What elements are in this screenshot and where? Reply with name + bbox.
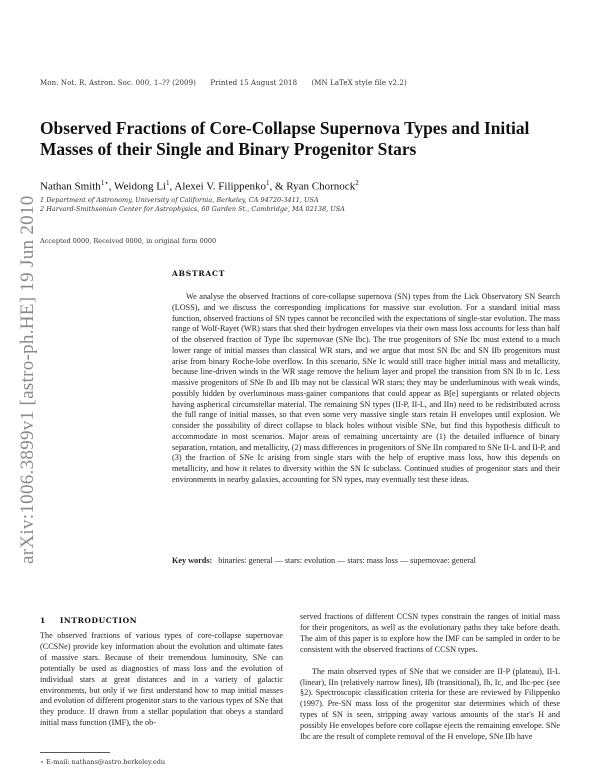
section-title: INTRODUCTION bbox=[59, 616, 138, 625]
author-mark: 1⋆ bbox=[100, 179, 109, 187]
arxiv-stamp: arXiv:1006.3899v1 [astro-ph.HE] 19 Jun 2010 bbox=[17, 195, 38, 564]
keywords-label: Key words: bbox=[172, 556, 213, 565]
section-heading bbox=[40, 616, 137, 625]
affiliation: 1 Department of Astronomy, University of California, Berkeley, CA 94720-3411, USA bbox=[40, 196, 319, 204]
abstract-text: We analyse the observed fractions of core-collapse supernova (SN) types from the Lick Observatory SN Search (LOSS), and we discuss the corresponding implications for massive star evolution. For a standard initial mass function, observed fractions of SN types cannot be reconciled with the expectations of single-star evolution. The mass range of Wolf-Rayet (WR) stars that shed their hydrogen envelopes via their own mass loss accounts for less than half of the observed fraction of Type Ibc supernovae (SNe Ibc). The true progenitors of SNe Ibc must extend to a much lower range of initial masses than classical WR stars, and we argue that most SN Ibc and SN IIb progenitors must arise from binary Roche-lobe overflow. In this scenario, SNe Ic would still trace higher initial mass and metallicity, because line-driven winds in the WR stage remove the helium layer and propel the transition from SN Ib to Ic. Less massive progenitors of SNe Ib and IIb may not be classical WR stars; they may be underluminous with weak winds, possibly hidden by overluminous mass-gainer companions that could appear as B[e] supergiants or related objects having aspherical circumstellar material. The remaining SN types (II-P, II-L, and IIn) need to be redistributed across the full range of initial masses, so that even some very massive single stars retain H envelopes until explosion. We consider the possibility of direct collapse to black holes without visible SNe, but find this hypothesis difficult to accommodate in most scenarios. Major areas of remaining uncertainty are (1) the detailed influence of binary separation, rotation, and metallicity, (2) mass differences in progenitors of SNe IIn compared to SNe II-L and II-P, and (3) the fraction of SNe Ic arising from single stars with the help of eruptive mass loss, how this depends on metallicity, and how it relates to diversity within the SN Ic subclass. Continued studies of progenitor stars and their environments in nearby galaxies, accounting for SN types, may eventually test these ideas. bbox=[172, 292, 560, 484]
author-name: Alexei V. Filippenko bbox=[174, 180, 266, 193]
abstract-heading: ABSTRACT bbox=[172, 269, 226, 278]
journal-citation: Mon. Not. R. Astron. Soc. 000, 1–?? (2009) bbox=[40, 79, 196, 87]
author-name: Weidong Li bbox=[114, 180, 166, 193]
author-mark: 1 bbox=[265, 179, 270, 187]
author-name: Ryan Chornock bbox=[286, 180, 356, 193]
section-number: 1 bbox=[40, 616, 46, 625]
style-file-note: (MN LaTeX style file v2.2) bbox=[311, 79, 407, 87]
author-mark: 2 bbox=[355, 179, 359, 187]
footnote-email: ⋆ E-mail: nathans@astro.berkeley.edu bbox=[40, 758, 166, 766]
printed-date: Printed 15 August 2018 bbox=[210, 79, 298, 87]
author-name: Nathan Smith bbox=[40, 180, 101, 193]
footnote-rule bbox=[40, 752, 110, 753]
affiliation: 2 Harvard-Smithsonian Center for Astrophysics, 60 Garden St., Cambridge, MA 02138, USA bbox=[40, 205, 345, 213]
paper-title: Observed Fractions of Core-Collapse Supernova Types and Initial Masses of their Single and Binary Progenitor Stars bbox=[40, 118, 530, 159]
keywords bbox=[172, 556, 560, 567]
accepted-line: Accepted 0000, Received 0000, in original form 0000 bbox=[40, 237, 217, 245]
author-list: Nathan Smith$^{1⋆}$, Weidong Li$^1$, Alexei V. Filippenko$^1$, & Ryan Chornock$^2$ bbox=[40, 179, 359, 193]
intro-left-column: The observed fractions of various types of core-collapse supernovae (CCSNe) provide key information about the evolution and ultimate fates of massive stars. Because of their tremendous luminosity, SNe can potentially be used as diagnostics of mass loss and the evolution of individual stars at great distances and in a variety of galactic environments, but only if we first understand how to map initial masses and evolution of different progenitor stars to the various types of SNe that they produce. If drawn from a stellar population that obeys a standard initial mass function (IMF), the ob- bbox=[40, 631, 283, 728]
intro-paragraph: The main observed types of SNe that we consider are II-P (plateau), II-L (linear), IIn (relatively narrow lines), IIb (transitional), Ib, Ic, and Ibc-pec (see §2). Spectroscopic classification criteria for these are reviewed by Filippenko (1997). Pre-SN mass loss of the progenitor star determines which of these types of SN is seen, stripping away various amounts of the star's H and possibly He envelopes before core collapse ejects the remaining envelope. SNe Ibc are the result of complete removal of the H envelope, SNe IIb have bbox=[300, 666, 560, 742]
keywords-text: binaries: general — stars: evolution — stars: mass loss — supernovae: general bbox=[218, 556, 476, 565]
author-mark: 1 bbox=[165, 179, 170, 187]
running-header bbox=[40, 79, 419, 87]
intro-paragraph: served fractions of different CCSN types constrain the ranges of initial mass for their progenitors, as well as the evolutionary paths they take before death. The aim of this paper is to explore how the IMF can be sampled in order to be consistent with the observed fractions of CCSN types. bbox=[300, 612, 560, 654]
intro-right-column bbox=[300, 612, 560, 743]
